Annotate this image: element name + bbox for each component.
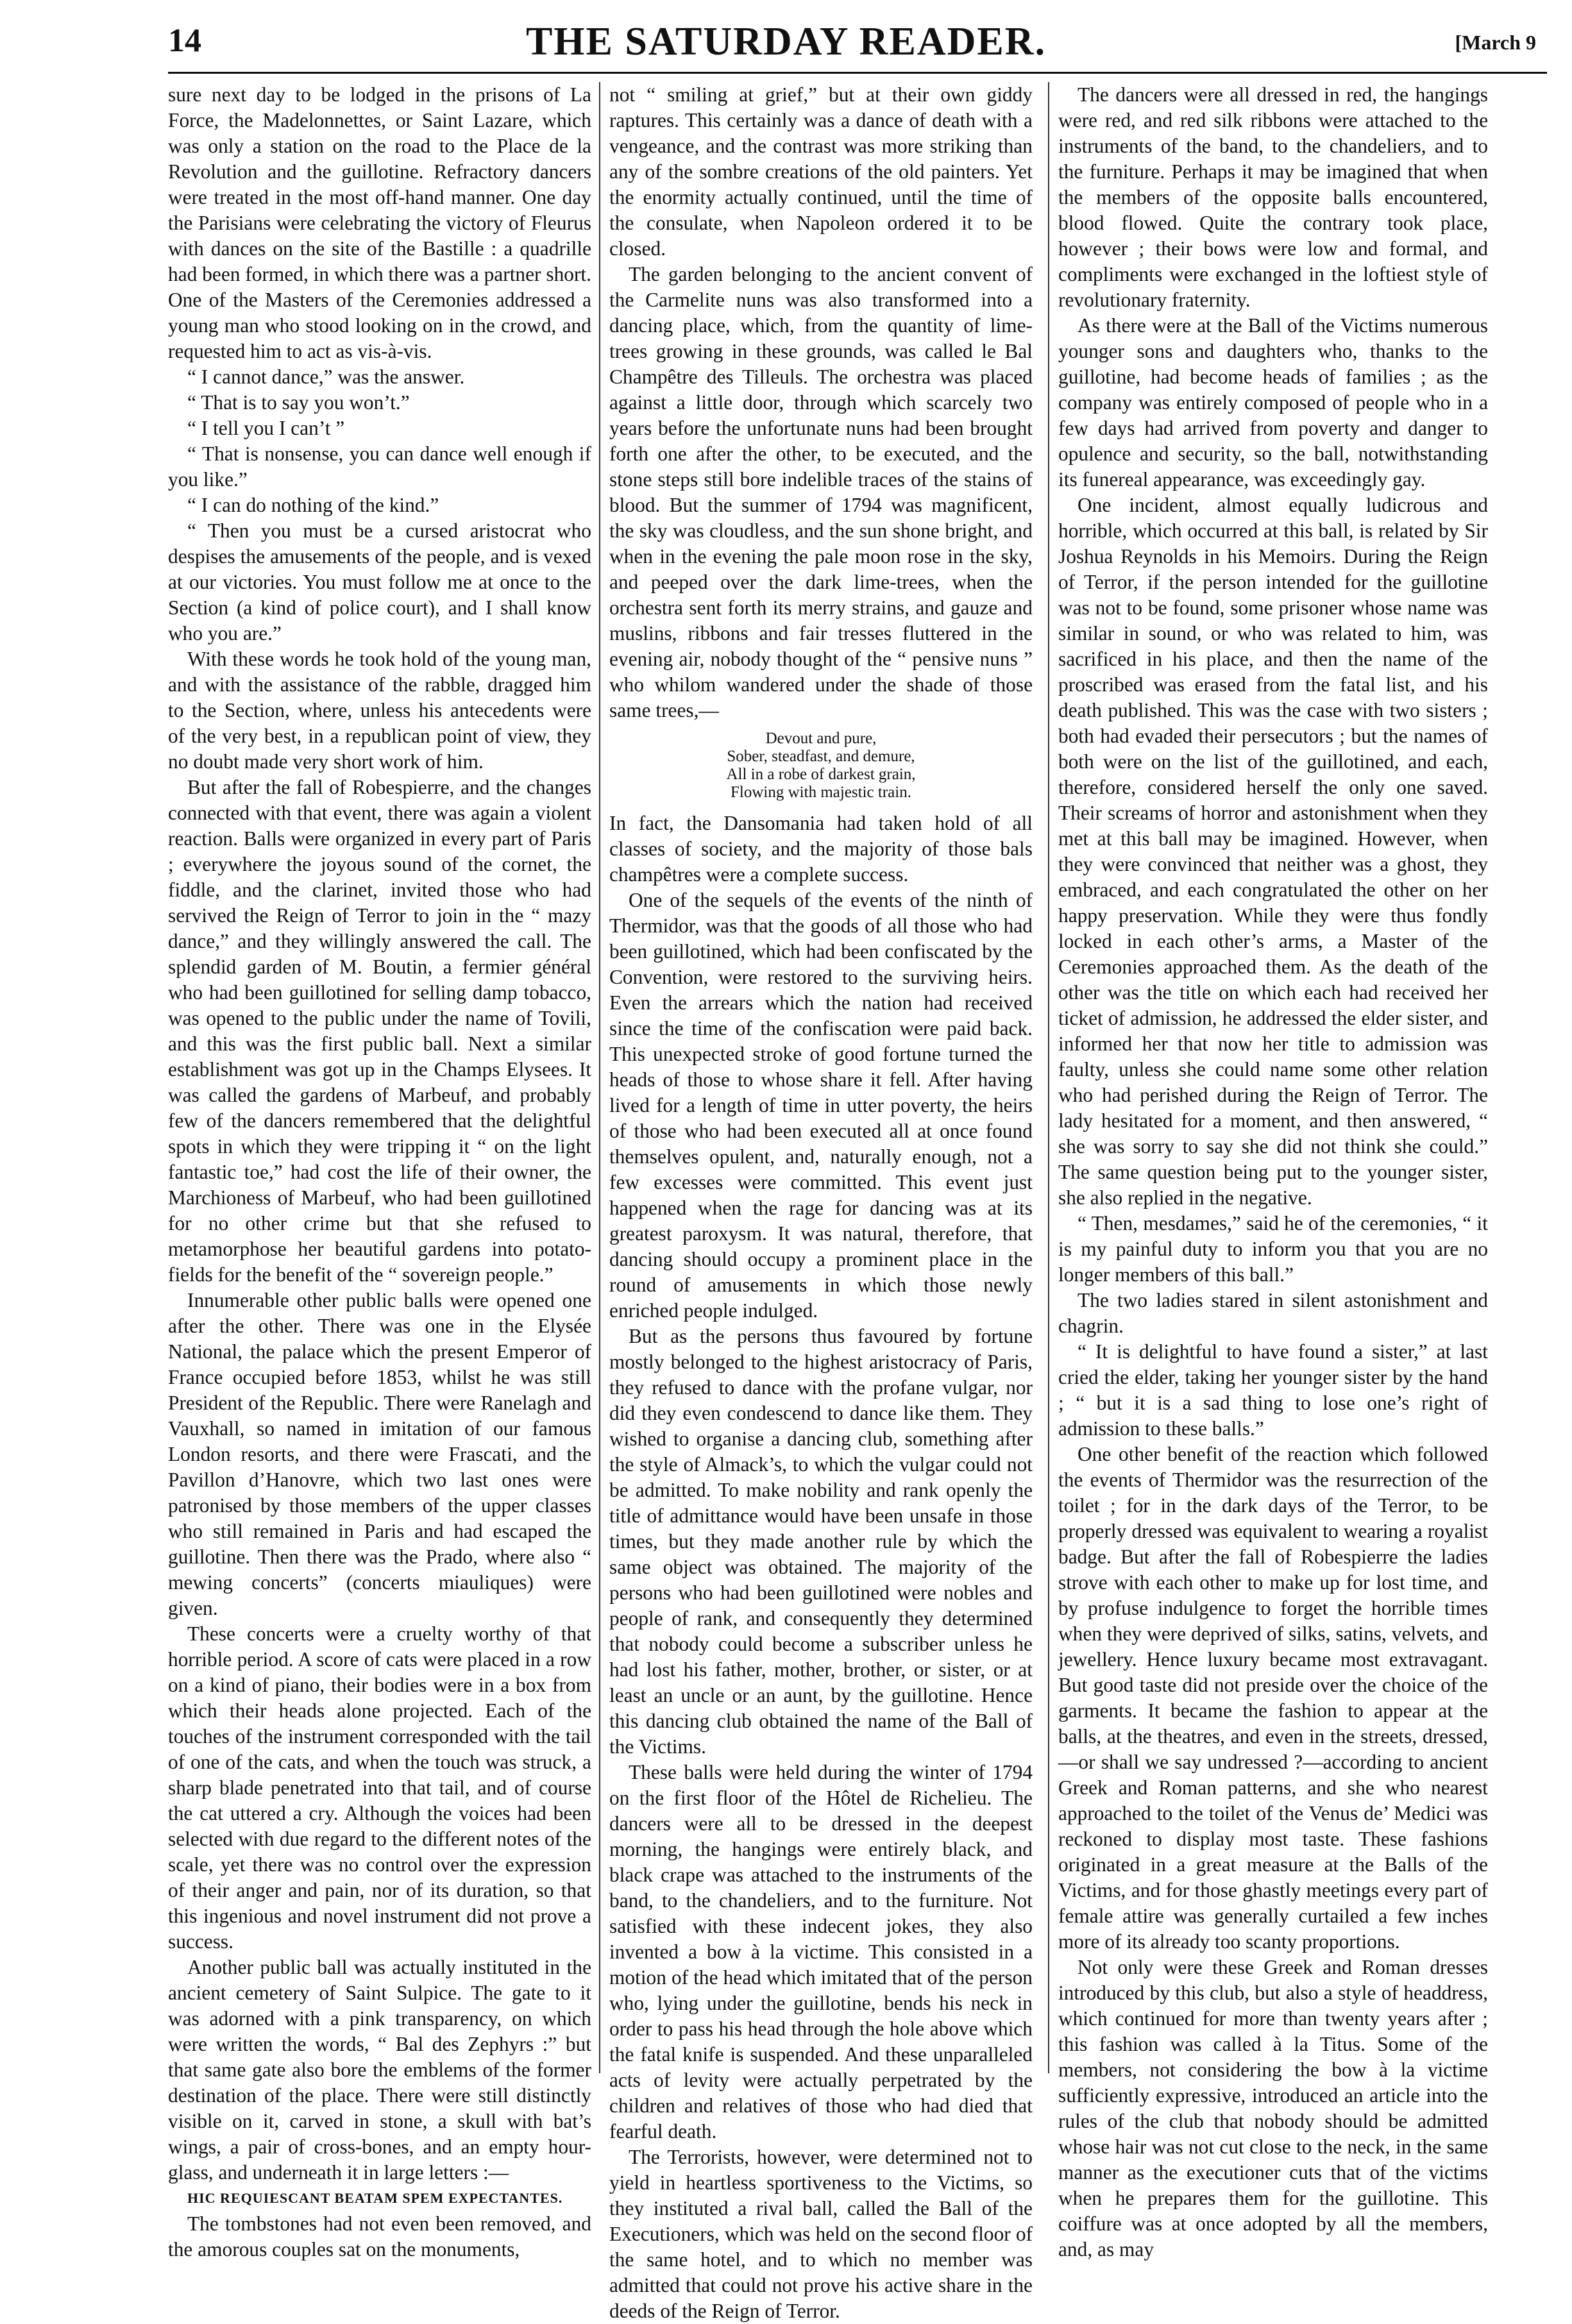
epitaph-inscription: HIC REQUIESCANT BEATAM SPEM EXPECTANTES.: [187, 2190, 563, 2206]
paragraph: Innumerable other public balls were opened one after the other. There was one in the Elysée National, the palace which the present Emperor of France occupied before 1853, whilst he was still President of the Republic. There were Ranelagh and Vauxhall, so named in imitation of our famous London resorts, and there were Frascati, and the Pavillon d’Hanovre, which two last ones were patronised by those members of the upper classes who still remained in Paris and had escaped the guillotine. Then there was the Prado, where also “ mewing concerts” (concerts miauliques) were given.: [168, 1289, 591, 1619]
paragraph: The tombstones had not even been removed, and the amorous couples sat on the monuments,: [168, 2212, 591, 2261]
paragraph: “ That is nonsense, you can dance well enough if you like.”: [168, 442, 591, 491]
page-header: [0, 0, 1572, 71]
paragraph: “ Then, mesdames,” said he of the ceremonies, “ it is my painful duty to inform you that you are no longer members of this ball.”: [1058, 1212, 1488, 1286]
header-rule: [168, 72, 1547, 74]
paragraph: “ I can do nothing of the kind.”: [187, 494, 439, 516]
verse-line: All in a robe of darkest grain,: [726, 766, 916, 783]
paragraph: One other benefit of the reaction which followed the events of Thermidor was the resurrection of the toilet ; for in the dark days of the Terror, to be properly dressed was equivalent to wearing a royalist badge. But after the fall of Robespierre the ladies strove with each other to make up for lost time, and by profuse indulgence to forget the horrible times when they were deprived of silks, satins, velvets, and jewellery. Hence luxury became most extravagant. But good taste did not preside over the choice of the garments. It became the fashion to appear at the balls, at the theatres, and even in the streets, dressed,—or shall we say undressed ?—according to ancient Greek and Roman patterns, and she who nearest approached to the toilet of the Venus de’ Medici was reckoned to display most taste. These fashions originated in a great measure at the Balls of the Victims, and for those ghastly meetings every part of female attire was generally curtailed a few inches more of its already too scanty proportions.: [1058, 1443, 1488, 1953]
verse-line: Sober, steadfast, and demure,: [727, 748, 915, 765]
paragraph: With these words he took hold of the young man, and with the assistance of the rabble, dragged him to the Section, where, unless his antecedents were of the very best, in a republican point of view, they no doubt made very short work of him.: [168, 648, 591, 773]
paragraph: As there were at the Ball of the Victims numerous younger sons and daughters who, thanks to the guillotine, had become heads of families ; as the company was entirely composed of people who in a few days had arrived from poverty and danger to opulence and security, so the ball, notwithstanding its funereal appearance, was exceedingly gay.: [1058, 314, 1488, 491]
paragraph: “ I tell you I can’t ”: [187, 417, 345, 439]
column-divider: [599, 82, 600, 2073]
masthead-title: THE SATURDAY READER.: [525, 20, 1047, 63]
paragraph: “ It is delightful to have found a sister,” at last cried the elder, taking her younger sister by the hand ; “ but it is a sad thing to lose one’s right of admission to these balls.”: [1058, 1340, 1488, 1440]
page-number: 14: [168, 22, 201, 59]
article-column-2: [609, 82, 1033, 2322]
paragraph: The Terrorists, however, were determined not to yield in heartless sportiveness to the Victims, so they instituted a rival ball, called the Ball of the Executioners, which was held on the second floor of the same hotel, and to which no member was admitted that could not prove his active share in the deeds of the Reign of Terror.: [609, 2146, 1033, 2322]
paragraph: One incident, almost equally ludicrous and horrible, which occurred at this ball, is related by Sir Joshua Reynolds in his Memoirs. During the Reign of Terror, if the person intended for the guillotine was not to be found, some prisoner whose name was similar in sound, or who was related to him, was sacrificed in his place, and then the name of the proscribed was erased from the fatal list, and his death published. This was the case with two sisters ; both had evaded their persecutors ; but the names of both were on the list of the guillotined, and each, therefore, considered herself the only one saved. Their screams of horror and astonishment when they met at this ball may be imagined. However, when they were convinced that neither was a ghost, they embraced, and each congratulated the other on her happy preservation. While they were thus fondly locked in each other’s arms, a Master of the Ceremonies approached them. As the death of the other was the title on which each had received her ticket of admission, he addressed the elder sister, and informed her that now her title to admission was faulty, unless she could name some other relation who had perished during the Reign of Terror. The lady hesitated for a moment, and then answered, “ she was sorry to say she did not think she could.” The same question being put to the younger sister, she also replied in the negative.: [1058, 494, 1488, 1209]
verse-quotation: [609, 730, 1033, 802]
article-column-3: [1058, 82, 1488, 2261]
verse-line: Flowing with majestic train.: [731, 784, 911, 801]
paragraph: These balls were held during the winter of 1794 on the first floor of the Hôtel de Richelieu. The dancers were all to be dressed in the deepest morning, the hangings were entirely black, and black crape was attached to the instruments of the band, to the chandeliers, and to the furniture. Not satisfied with these indecent jokes, they also invented a bow à la victime. This consisted in a motion of the head which imitated that of the person who, lying under the guillotine, bends his neck in order to pass his head through the hole above which the fatal knife is suspended. And these unparalleled acts of levity were actually perpetrated by the children and relatives of those who had died that fearful death.: [609, 1761, 1033, 2143]
paragraph: not “ smiling at grief,” but at their own giddy raptures. This certainly was a dance of death with a vengeance, and the contrast was more striking than any of the sombre creations of the old painters. Yet the enormity actually continued, until the time of the consulate, when Napoleon ordered it to be closed.: [609, 83, 1033, 260]
verse-line: Devout and pure,: [765, 730, 877, 747]
paragraph: The garden belonging to the ancient convent of the Carmelite nuns was also transformed into a dancing place, which, from the quantity of lime-trees growing in these grounds, was called le Bal Champêtre des Tilleuls. The orchestra was placed against a little door, through which scarcely two years before the unfortunate nuns had been brought forth one after the other, to be executed, and the stone steps still bore indelible traces of the stains of blood. But the summer of 1794 was magnificent, the sky was cloudless, and the sun shone bright, and when in the evening the pale moon rose in the sky, and peeped over the dark lime-trees, when the orchestra sent forth its merry strains, and gauze and muslins, ribbons and fair tresses fluttered in the evening air, nobody thought of the “ pensive nuns ” who whilom wandered under the shade of those same trees,—: [609, 263, 1033, 721]
paragraph: In fact, the Dansomania had taken hold of all classes of society, and the majority of those bals champêtres were a complete success.: [609, 812, 1033, 886]
paragraph: “ That is to say you won’t.”: [187, 391, 410, 414]
article-column-1: [168, 82, 591, 2261]
paragraph: The dancers were all dressed in red, the hangings were red, and red silk ribbons were attached to the instruments of the band, to the chandeliers, and to the furniture. Perhaps it may be imagined that when the members of the opposite balls encountered, blood flowed. Quite the contrary took place, however ; their bows were low and formal, and compliments were exchanged in the loftiest style of revolutionary fraternity.: [1058, 83, 1488, 311]
paragraph: “ Then you must be a cursed aristocrat who despises the amusements of the people, and is vexed at our victories. You must follow me at once to the Section (a kind of police court), and I shall know who you are.”: [168, 519, 591, 644]
paragraph: The two ladies stared in silent astonishment and chagrin.: [1058, 1289, 1488, 1337]
paragraph: But after the fall of Robespierre, and the changes connected with that event, there was again a violent reaction. Balls were organized in every part of Paris ; everywhere the joyous sound of the cornet, the fiddle, and the clarinet, invited those who had servived the Reign of Terror to join in the “ mazy dance,” and they willingly answered the call. The splendid garden of M. Boutin, a fermier général who had been guillotined for selling damp tobacco, was opened to the public under the name of Tovili, and this was the first public ball. Next a similar establishment was got up in the Champs Elysees. It was called the gardens of Marbeuf, and probably few of the dancers remembered that the delightful spots in which they were tripping it “ on the light fantastic toe,” had cost the life of their owner, the Marchioness of Marbeuf, who had been guillotined for no other crime but that she refused to metamorphose her beautiful gardens into potato-fields for the benefit of the “ sovereign people.”: [168, 776, 591, 1286]
paragraph: sure next day to be lodged in the prisons of La Force, the Madelonnettes, or Saint Lazare, which was only a station on the road to the Place de la Revolution and the guillotine. Refractory dancers were treated in the most off-hand manner. One day the Parisians were celebrating the victory of Fleurus with dances on the site of the Bastille : a quadrille had been formed, in which there was a partner short. One of the Masters of the Ceremonies addressed a young man who stood looking on in the crowd, and requested him to act as vis-à-vis.: [168, 83, 591, 362]
paragraph: Not only were these Greek and Roman dresses introduced by this club, but also a style of headdress, which continued for more than twenty years after ; this fashion was called à la Titus. Some of the members, not considering the bow à la victime sufficiently expressive, introduced an article into the rules of the club that nobody should be admitted whose hair was not cut close to the neck, in the same manner as the executioner cuts that of the victims when he prepares them for the guillotine. This coiffure was at once adopted by all the members, and, as may: [1058, 1956, 1488, 2261]
paragraph: “ I cannot dance,” was the answer.: [187, 366, 465, 388]
issue-date: [March 9: [1455, 31, 1536, 54]
paragraph: These concerts were a cruelty worthy of that horrible period. A score of cats were placed in a row on a kind of piano, their bodies were in a box from which their heads alone projected. Each of the touches of the instrument corresponded with the tail of one of the cats, and when the touch was struck, a sharp blade penetrated into that tail, and of course the cat uttered a cry. Although the voices had been selected with due regard to the different notes of the scale, yet there was no control over the expression of their anger and pain, nor of its duration, so that this ingenious and novel instrument did not prove a success.: [168, 1622, 591, 1953]
paragraph: One of the sequels of the events of the ninth of Thermidor, was that the goods of all those who had been guillotined, which had been confiscated by the Convention, were restored to the surviving heirs. Even the arrears which the nation had received since the time of the confiscation were paid back. This unexpected stroke of good fortune turned the heads of those to whose share it fell. After having lived for a length of time in utter poverty, the heirs of those who had been executed all at once found themselves opulent, and, naturally enough, not a few excesses were committed. This event just happened when the rage for dancing was at its greatest paroxysm. It was natural, therefore, that dancing should occupy a prominent place in the round of amusements in which those newly enriched people indulged.: [609, 889, 1033, 1322]
column-divider: [1048, 82, 1049, 2073]
paragraph: But as the persons thus favoured by fortune mostly belonged to the highest aristocracy of Paris, they refused to dance with the profane vulgar, nor did they even condescend to dance like them. They wished to organise a dancing club, something after the style of Almack’s, to which the vulgar could not be admitted. To make nobility and rank openly the title of admittance would have been unsafe in those times, but they made another rule by which the same object was obtained. The majority of the persons who had been guillotined were nobles and people of rank, and consequently they determined that nobody could become a subscriber unless he had lost his father, mother, brother, or sister, or at least an uncle or an aunt, by the guillotine. Hence this dancing club obtained the name of the Ball of the Victims.: [609, 1325, 1033, 1758]
paragraph: Another public ball was actually instituted in the ancient cemetery of Saint Sulpice. The gate to it was adorned with a pink transparency, on which were written the words, “ Bal des Zephyrs :” but that same gate also bore the emblems of the former destination of the place. There were still distinctly visible on it, carved in stone, a skull with bat’s wings, a pair of cross-bones, and an empty hour-glass, and underneath it in large letters :—: [168, 1956, 591, 2184]
